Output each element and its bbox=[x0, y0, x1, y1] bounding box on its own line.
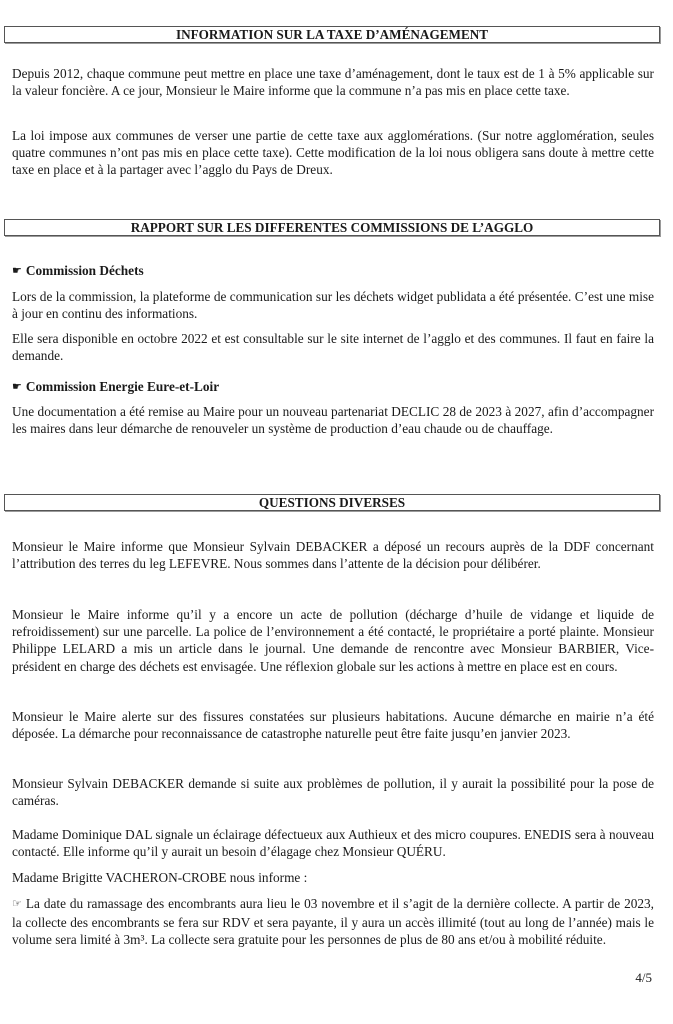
paragraph-energie-declic: Une documentation a été remise au Maire pour un nouveau partenariat DECLIC 28 de 2023 à 2027, afin d’accompagner les maires dans leur démarche de renouveler un système de production d’eau chaude ou de chauffage. bbox=[12, 404, 654, 437]
section-title: RAPPORT SUR LES DIFFERENTES COMMISSIONS DE L’AGGLO bbox=[130, 220, 534, 235]
page-number: 4/5 bbox=[635, 970, 652, 985]
pointing-hand-icon: ☞ bbox=[12, 898, 22, 910]
subheading-text: Commission Energie Eure-et-Loir bbox=[25, 379, 220, 394]
paragraph-eclairage: Madame Dominique DAL signale un éclairage défectueux aux Authieux et des micro coupures. ENEDIS sera à nouveau contacté. Elle informe qu’il y aurait un besoin d’élagage chez Monsieur QUÉRU. bbox=[12, 827, 654, 860]
pointing-hand-icon: ☛ bbox=[12, 381, 22, 393]
section-header-taxe-amenagement bbox=[4, 26, 660, 43]
paragraph-taxe-loi: La loi impose aux communes de verser une partie de cette taxe aux agglomérations. (Sur notre agglomération, seules quatre communes n’ont pas mis en place cette taxe). Cette modification de la loi nous obligera sans doute à mettre cette taxe en place et à la partager avec l’agglo du Pays de Dreux. bbox=[12, 128, 654, 178]
paragraph-pollution: Monsieur le Maire informe qu’il y a encore un acte de pollution (décharge d’huile de vidange et liquide de refroidissement) sur une parcelle. La police de l’environnement a été contacté, le propriétaire a porté plainte. Monsieur Philippe LELARD a mis un article dans le journal. Une demande de rencontre avec Monsieur BARBIER, Vice-président en charge des déchets est envisagée. Une réflexion globale sur les actions à mettre en place est en cours. bbox=[12, 607, 654, 674]
subheading-text: Commission Déchets bbox=[25, 263, 144, 278]
paragraph-vacheron-intro: Madame Brigitte VACHERON-CROBE nous informe : bbox=[12, 870, 308, 885]
section-title: QUESTIONS DIVERSES bbox=[258, 495, 406, 510]
paragraph-recours-debacker: Monsieur le Maire informe que Monsieur Sylvain DEBACKER a déposé un recours auprès de la DDF concernant l’attribution des terres du leg LEFEVRE. Nous sommes dans l’attente de la décision pour délibérer. bbox=[12, 539, 654, 572]
paragraph-cameras: Monsieur Sylvain DEBACKER demande si suite aux problèmes de pollution, il y aurait la possibilité pour la pose de caméras. bbox=[12, 776, 654, 809]
pointing-hand-icon: ☛ bbox=[12, 265, 22, 277]
paragraph-fissures: Monsieur le Maire alerte sur des fissures constatées sur plusieurs habitations. Aucune démarche en mairie n’a été déposée. La démarche pour reconnaissance de catastrophe naturelle peut être faite jusqu’en janvier 2023. bbox=[12, 709, 654, 742]
bullet-encombrants bbox=[12, 895, 654, 949]
paragraph-dechets-disponibilite: Elle sera disponible en octobre 2022 et est consultable sur le site internet de l’agglo et des communes. Il faut en faire la demande. bbox=[12, 331, 654, 364]
paragraph-dechets-plateforme: Lors de la commission, la plateforme de communication sur les déchets widget publidata a été présentée. C’est une mise à jour en continu des informations. bbox=[12, 289, 654, 322]
section-header-questions-diverses bbox=[4, 494, 660, 511]
subheading-commission-energie bbox=[12, 378, 219, 397]
paragraph-taxe-intro: Depuis 2012, chaque commune peut mettre en place une taxe d’aménagement, dont le taux est de 1 à 5% applicable sur la valeur foncière. A ce jour, Monsieur le Maire informe que la commune n’a pas mis en place cette taxe. bbox=[12, 66, 654, 99]
section-header-commissions-agglo bbox=[4, 219, 660, 236]
subheading-commission-dechets bbox=[12, 262, 144, 281]
bullet-text: La date du ramassage des encombrants aura lieu le 03 novembre et il s’agit de la dernière collecte. A partir de 2023, la collecte des encombrants se fera sur RDV et sera payante, il y aura un accès illimité (tout au long de l’année) mais le volume sera limité à 3m³. La collecte sera gratuite pour les personnes de plus de 80 ans et/ou à mobilité réduite. bbox=[12, 896, 654, 948]
section-title: INFORMATION SUR LA TAXE D’AMÉNAGEMENT bbox=[175, 27, 489, 42]
